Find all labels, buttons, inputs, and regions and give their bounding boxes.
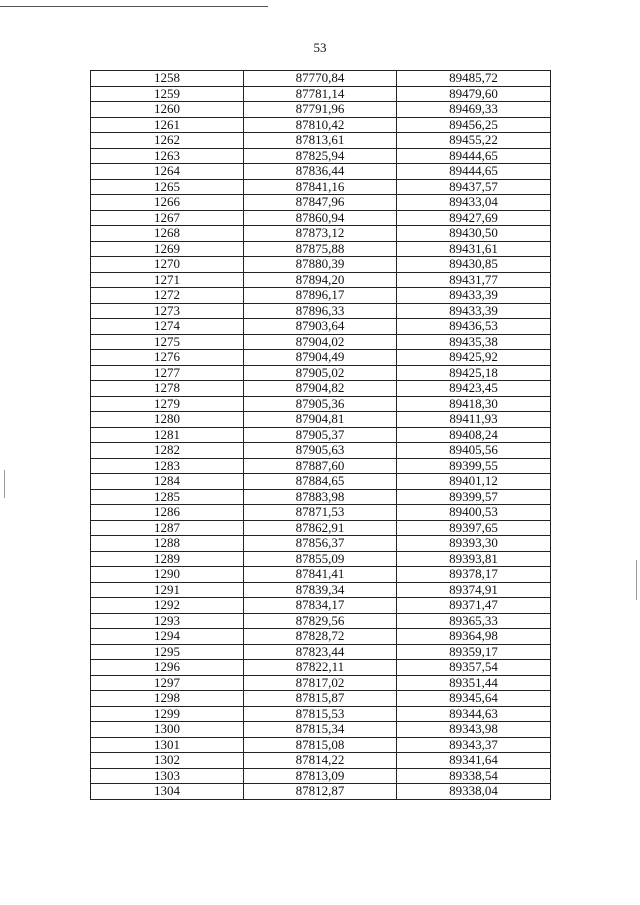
x-coordinate-cell: 87770,84 <box>244 71 397 87</box>
x-coordinate-cell: 87841,16 <box>244 179 397 195</box>
x-coordinate-cell: 87815,08 <box>244 737 397 753</box>
header-rule <box>0 6 268 7</box>
x-coordinate-cell: 87834,17 <box>244 598 397 614</box>
y-coordinate-cell: 89371,47 <box>397 598 551 614</box>
table-row <box>91 303 551 319</box>
point-number-cell: 1291 <box>91 582 244 598</box>
table-row <box>91 412 551 428</box>
y-coordinate-cell: 89431,61 <box>397 241 551 257</box>
point-number-cell: 1296 <box>91 660 244 676</box>
y-coordinate-cell: 89399,55 <box>397 458 551 474</box>
point-number-cell: 1265 <box>91 179 244 195</box>
point-number-cell: 1293 <box>91 613 244 629</box>
x-coordinate-cell: 87823,44 <box>244 644 397 660</box>
table-row <box>91 365 551 381</box>
x-coordinate-cell: 87884,65 <box>244 474 397 490</box>
table-row <box>91 644 551 660</box>
table-row <box>91 784 551 800</box>
y-coordinate-cell: 89365,33 <box>397 613 551 629</box>
table-row <box>91 768 551 784</box>
x-coordinate-cell: 87791,96 <box>244 102 397 118</box>
x-coordinate-cell: 87905,37 <box>244 427 397 443</box>
table-row <box>91 133 551 149</box>
table-row <box>91 536 551 552</box>
scan-edge-mark <box>4 470 5 498</box>
x-coordinate-cell: 87847,96 <box>244 195 397 211</box>
table-row <box>91 381 551 397</box>
point-number-cell: 1283 <box>91 458 244 474</box>
table-row <box>91 443 551 459</box>
y-coordinate-cell: 89364,98 <box>397 629 551 645</box>
x-coordinate-cell: 87894,20 <box>244 272 397 288</box>
point-number-cell: 1294 <box>91 629 244 645</box>
table-row <box>91 117 551 133</box>
point-number-cell: 1302 <box>91 753 244 769</box>
y-coordinate-cell: 89456,25 <box>397 117 551 133</box>
table-row <box>91 551 551 567</box>
table-row <box>91 505 551 521</box>
point-number-cell: 1263 <box>91 148 244 164</box>
point-number-cell: 1287 <box>91 520 244 536</box>
point-number-cell: 1279 <box>91 396 244 412</box>
point-number-cell: 1276 <box>91 350 244 366</box>
y-coordinate-cell: 89401,12 <box>397 474 551 490</box>
table-row <box>91 195 551 211</box>
point-number-cell: 1304 <box>91 784 244 800</box>
x-coordinate-cell: 87839,34 <box>244 582 397 598</box>
y-coordinate-cell: 89433,39 <box>397 303 551 319</box>
point-number-cell: 1281 <box>91 427 244 443</box>
table-row <box>91 179 551 195</box>
y-coordinate-cell: 89444,65 <box>397 148 551 164</box>
y-coordinate-cell: 89343,98 <box>397 722 551 738</box>
x-coordinate-cell: 87904,49 <box>244 350 397 366</box>
y-coordinate-cell: 89418,30 <box>397 396 551 412</box>
x-coordinate-cell: 87855,09 <box>244 551 397 567</box>
y-coordinate-cell: 89341,64 <box>397 753 551 769</box>
y-coordinate-cell: 89425,18 <box>397 365 551 381</box>
point-number-cell: 1286 <box>91 505 244 521</box>
x-coordinate-cell: 87883,98 <box>244 489 397 505</box>
point-number-cell: 1275 <box>91 334 244 350</box>
x-coordinate-cell: 87825,94 <box>244 148 397 164</box>
table-row <box>91 148 551 164</box>
y-coordinate-cell: 89397,65 <box>397 520 551 536</box>
x-coordinate-cell: 87887,60 <box>244 458 397 474</box>
table-row <box>91 350 551 366</box>
table-row <box>91 427 551 443</box>
x-coordinate-cell: 87905,02 <box>244 365 397 381</box>
x-coordinate-cell: 87875,88 <box>244 241 397 257</box>
y-coordinate-cell: 89430,50 <box>397 226 551 242</box>
table-row <box>91 737 551 753</box>
point-number-cell: 1267 <box>91 210 244 226</box>
table-row <box>91 520 551 536</box>
x-coordinate-cell: 87828,72 <box>244 629 397 645</box>
point-number-cell: 1282 <box>91 443 244 459</box>
table-row <box>91 458 551 474</box>
x-coordinate-cell: 87812,87 <box>244 784 397 800</box>
point-number-cell: 1278 <box>91 381 244 397</box>
x-coordinate-cell: 87903,64 <box>244 319 397 335</box>
y-coordinate-cell: 89374,91 <box>397 582 551 598</box>
coordinates-table <box>90 70 551 800</box>
y-coordinate-cell: 89425,92 <box>397 350 551 366</box>
table-row <box>91 164 551 180</box>
table-row <box>91 71 551 87</box>
point-number-cell: 1297 <box>91 675 244 691</box>
x-coordinate-cell: 87856,37 <box>244 536 397 552</box>
y-coordinate-cell: 89345,64 <box>397 691 551 707</box>
x-coordinate-cell: 87904,82 <box>244 381 397 397</box>
x-coordinate-cell: 87813,09 <box>244 768 397 784</box>
y-coordinate-cell: 89359,17 <box>397 644 551 660</box>
point-number-cell: 1300 <box>91 722 244 738</box>
y-coordinate-cell: 89344,63 <box>397 706 551 722</box>
table-row <box>91 675 551 691</box>
y-coordinate-cell: 89408,24 <box>397 427 551 443</box>
y-coordinate-cell: 89427,69 <box>397 210 551 226</box>
point-number-cell: 1299 <box>91 706 244 722</box>
y-coordinate-cell: 89431,77 <box>397 272 551 288</box>
y-coordinate-cell: 89479,60 <box>397 86 551 102</box>
y-coordinate-cell: 89455,22 <box>397 133 551 149</box>
table-row <box>91 241 551 257</box>
y-coordinate-cell: 89400,53 <box>397 505 551 521</box>
y-coordinate-cell: 89338,54 <box>397 768 551 784</box>
point-number-cell: 1288 <box>91 536 244 552</box>
point-number-cell: 1298 <box>91 691 244 707</box>
table-row <box>91 319 551 335</box>
point-number-cell: 1303 <box>91 768 244 784</box>
table-row <box>91 257 551 273</box>
point-number-cell: 1274 <box>91 319 244 335</box>
table-row <box>91 706 551 722</box>
table-row <box>91 660 551 676</box>
y-coordinate-cell: 89378,17 <box>397 567 551 583</box>
point-number-cell: 1301 <box>91 737 244 753</box>
x-coordinate-cell: 87815,53 <box>244 706 397 722</box>
x-coordinate-cell: 87815,34 <box>244 722 397 738</box>
page-number: 53 <box>313 40 327 55</box>
y-coordinate-cell: 89338,04 <box>397 784 551 800</box>
y-coordinate-cell: 89351,44 <box>397 675 551 691</box>
x-coordinate-cell: 87905,63 <box>244 443 397 459</box>
x-coordinate-cell: 87822,11 <box>244 660 397 676</box>
x-coordinate-cell: 87810,42 <box>244 117 397 133</box>
x-coordinate-cell: 87817,02 <box>244 675 397 691</box>
table-row <box>91 598 551 614</box>
x-coordinate-cell: 87905,36 <box>244 396 397 412</box>
point-number-cell: 1258 <box>91 71 244 87</box>
y-coordinate-cell: 89436,53 <box>397 319 551 335</box>
point-number-cell: 1292 <box>91 598 244 614</box>
point-number-cell: 1261 <box>91 117 244 133</box>
y-coordinate-cell: 89411,93 <box>397 412 551 428</box>
y-coordinate-cell: 89430,85 <box>397 257 551 273</box>
table-row <box>91 722 551 738</box>
x-coordinate-cell: 87836,44 <box>244 164 397 180</box>
point-number-cell: 1284 <box>91 474 244 490</box>
y-coordinate-cell: 89399,57 <box>397 489 551 505</box>
point-number-cell: 1295 <box>91 644 244 660</box>
x-coordinate-cell: 87781,14 <box>244 86 397 102</box>
table-row <box>91 629 551 645</box>
point-number-cell: 1262 <box>91 133 244 149</box>
point-number-cell: 1273 <box>91 303 244 319</box>
table-row <box>91 474 551 490</box>
y-coordinate-cell: 89485,72 <box>397 71 551 87</box>
x-coordinate-cell: 87813,61 <box>244 133 397 149</box>
table-row <box>91 288 551 304</box>
y-coordinate-cell: 89357,54 <box>397 660 551 676</box>
point-number-cell: 1272 <box>91 288 244 304</box>
point-number-cell: 1290 <box>91 567 244 583</box>
table-row <box>91 226 551 242</box>
table-row <box>91 691 551 707</box>
point-number-cell: 1285 <box>91 489 244 505</box>
x-coordinate-cell: 87880,39 <box>244 257 397 273</box>
table-row <box>91 334 551 350</box>
x-coordinate-cell: 87862,91 <box>244 520 397 536</box>
table-row <box>91 210 551 226</box>
x-coordinate-cell: 87841,41 <box>244 567 397 583</box>
x-coordinate-cell: 87896,17 <box>244 288 397 304</box>
y-coordinate-cell: 89435,38 <box>397 334 551 350</box>
y-coordinate-cell: 89405,56 <box>397 443 551 459</box>
table-row <box>91 753 551 769</box>
table-row <box>91 567 551 583</box>
table-row <box>91 102 551 118</box>
coordinates-table-body <box>91 71 551 800</box>
point-number-cell: 1268 <box>91 226 244 242</box>
table-row <box>91 613 551 629</box>
table-row <box>91 272 551 288</box>
point-number-cell: 1264 <box>91 164 244 180</box>
x-coordinate-cell: 87896,33 <box>244 303 397 319</box>
x-coordinate-cell: 87904,02 <box>244 334 397 350</box>
point-number-cell: 1266 <box>91 195 244 211</box>
point-number-cell: 1271 <box>91 272 244 288</box>
point-number-cell: 1269 <box>91 241 244 257</box>
y-coordinate-cell: 89423,45 <box>397 381 551 397</box>
point-number-cell: 1260 <box>91 102 244 118</box>
y-coordinate-cell: 89393,30 <box>397 536 551 552</box>
table-row <box>91 582 551 598</box>
x-coordinate-cell: 87871,53 <box>244 505 397 521</box>
y-coordinate-cell: 89393,81 <box>397 551 551 567</box>
x-coordinate-cell: 87860,94 <box>244 210 397 226</box>
table-row <box>91 489 551 505</box>
point-number-cell: 1259 <box>91 86 244 102</box>
point-number-cell: 1280 <box>91 412 244 428</box>
y-coordinate-cell: 89444,65 <box>397 164 551 180</box>
table-row <box>91 86 551 102</box>
y-coordinate-cell: 89433,39 <box>397 288 551 304</box>
y-coordinate-cell: 89343,37 <box>397 737 551 753</box>
x-coordinate-cell: 87814,22 <box>244 753 397 769</box>
point-number-cell: 1289 <box>91 551 244 567</box>
scan-edge-mark <box>636 560 637 600</box>
x-coordinate-cell: 87873,12 <box>244 226 397 242</box>
y-coordinate-cell: 89469,33 <box>397 102 551 118</box>
y-coordinate-cell: 89433,04 <box>397 195 551 211</box>
x-coordinate-cell: 87904,81 <box>244 412 397 428</box>
point-number-cell: 1270 <box>91 257 244 273</box>
y-coordinate-cell: 89437,57 <box>397 179 551 195</box>
x-coordinate-cell: 87829,56 <box>244 613 397 629</box>
x-coordinate-cell: 87815,87 <box>244 691 397 707</box>
table-row <box>91 396 551 412</box>
point-number-cell: 1277 <box>91 365 244 381</box>
